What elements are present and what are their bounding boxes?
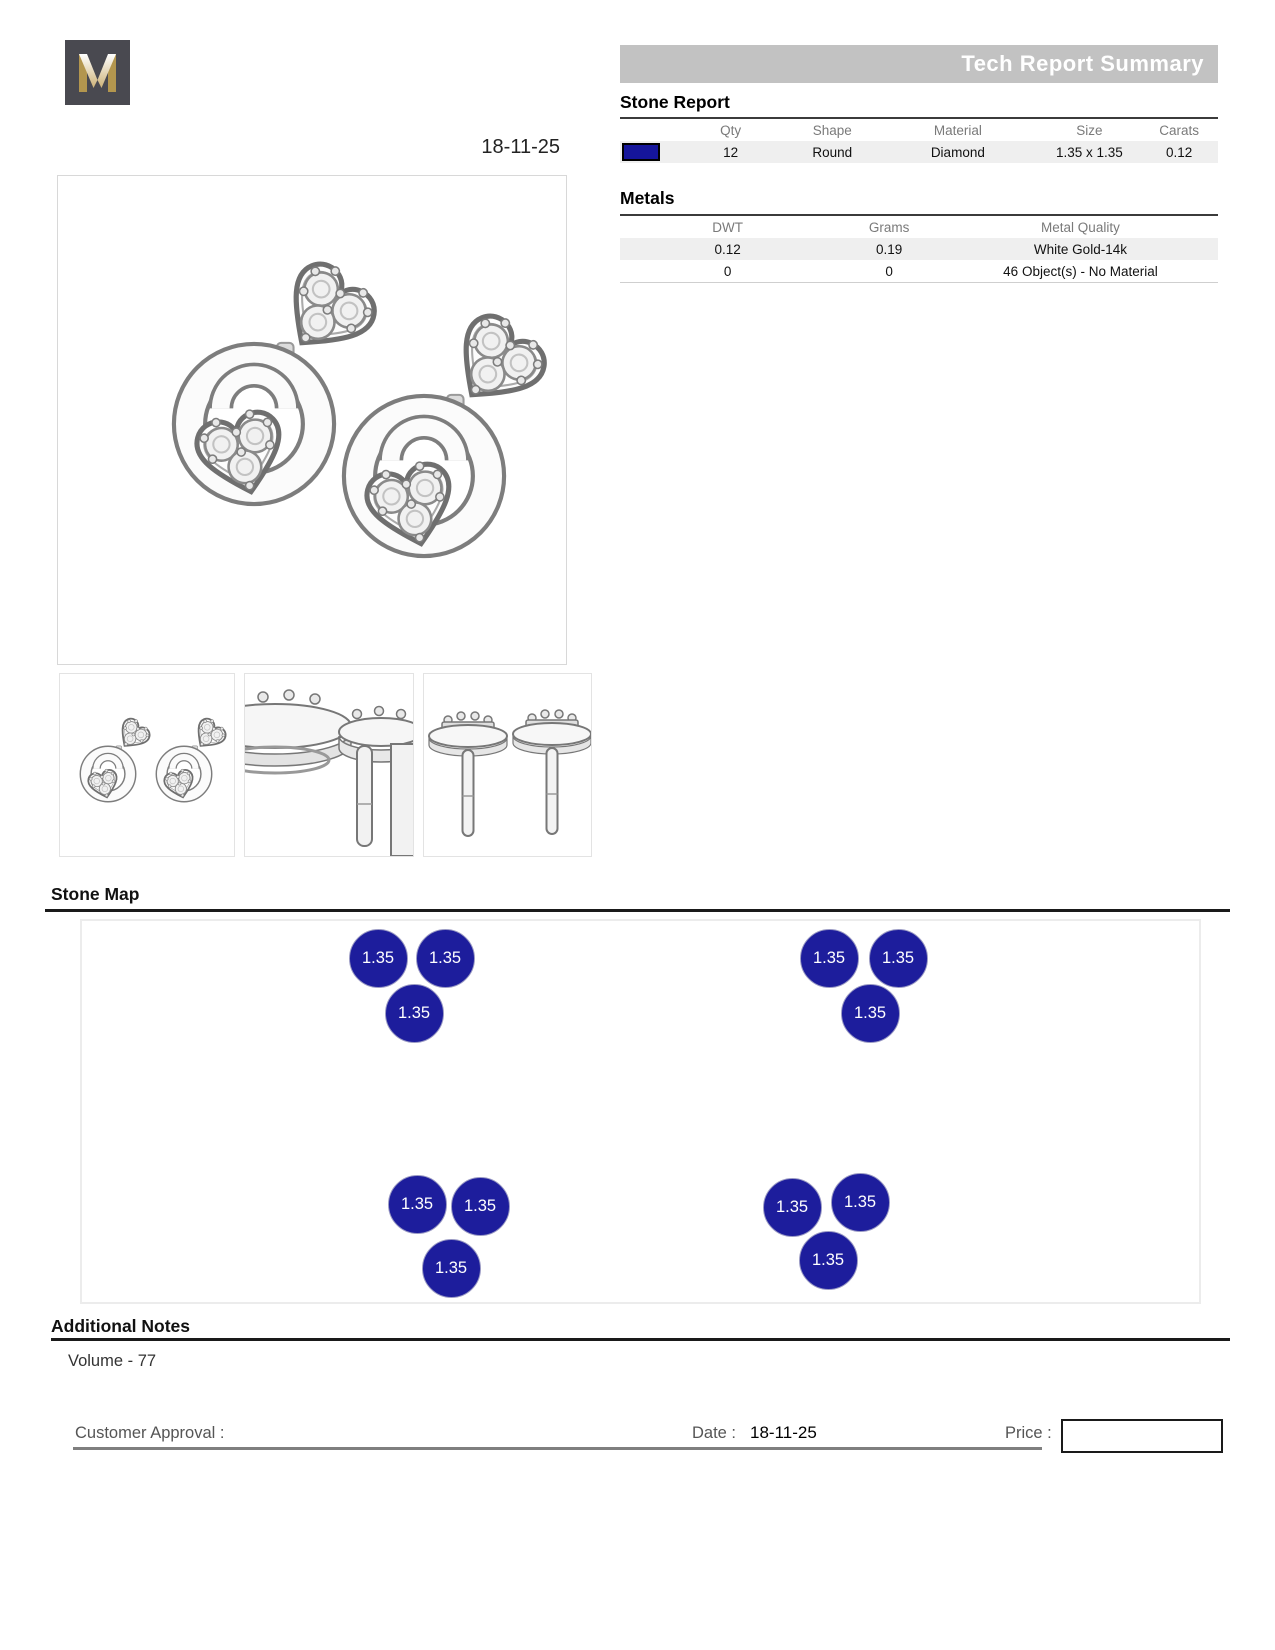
stone-circle: 1.35 xyxy=(831,1173,890,1232)
additional-notes-heading: Additional Notes xyxy=(51,1316,191,1336)
thumbnail-side-views xyxy=(423,673,592,857)
additional-notes-divider xyxy=(51,1338,1230,1341)
footer-date-value: 18-11-25 xyxy=(750,1423,817,1442)
earrings-render-icon xyxy=(58,176,566,664)
stone-color-cell xyxy=(620,141,674,163)
grams-value-2: 0 xyxy=(835,260,943,283)
metal-quality-value-2: 46 Object(s) - No Material xyxy=(943,260,1218,283)
stone-circle: 1.35 xyxy=(388,1175,447,1234)
stone-map-heading: Stone Map xyxy=(51,884,140,904)
stone-circle: 1.35 xyxy=(800,929,859,988)
dwt-value: 0.12 xyxy=(620,238,835,260)
m-logo-icon xyxy=(65,40,130,105)
stone-circle: 1.35 xyxy=(869,929,928,988)
signature-line xyxy=(73,1447,1042,1450)
customer-approval-label: Customer Approval : xyxy=(75,1424,225,1442)
carats-value: 0.12 xyxy=(1140,141,1218,163)
page-title: Tech Report Summary xyxy=(961,51,1204,76)
thumbnail-side-views-icon xyxy=(424,674,591,856)
col-dwt: DWT xyxy=(712,219,743,235)
main-render-image xyxy=(57,175,567,665)
stone-report-table xyxy=(620,117,1218,163)
col-shape: Shape xyxy=(812,122,852,138)
col-size: Size xyxy=(1076,122,1103,138)
grams-value: 0.19 xyxy=(835,238,943,260)
stone-circle: 1.35 xyxy=(763,1178,822,1237)
thumbnail-perspective-view xyxy=(244,673,414,857)
col-qty: Qty xyxy=(720,122,742,138)
report-header-bar xyxy=(620,45,1218,83)
stone-report-data-row xyxy=(620,141,1218,163)
price-input-box[interactable] xyxy=(1061,1419,1223,1453)
metals-table xyxy=(620,214,1218,283)
dwt-value-2: 0 xyxy=(620,260,835,283)
thumbnail-front-view-icon xyxy=(60,674,234,856)
footer-date-label: Date : xyxy=(692,1424,737,1442)
shape-value: Round xyxy=(787,141,877,163)
material-value: Diamond xyxy=(877,141,1038,163)
stone-circle: 1.35 xyxy=(349,929,408,988)
thumbnail-perspective-view-icon xyxy=(245,674,413,856)
size-value: 1.35 x 1.35 xyxy=(1039,141,1141,163)
design-date: 18-11-25 xyxy=(481,136,560,158)
stone-circle: 1.35 xyxy=(422,1239,481,1298)
stone-circle: 1.35 xyxy=(416,929,475,988)
footer-price-label: Price : xyxy=(1005,1424,1052,1442)
metals-header-row xyxy=(620,215,1218,238)
thumbnail-front-view xyxy=(59,673,235,857)
metals-heading: Metals xyxy=(620,188,675,208)
stone-circle: 1.35 xyxy=(841,984,900,1043)
volume-note: Volume - 77 xyxy=(68,1352,157,1370)
col-carats: Carats xyxy=(1159,122,1199,138)
stone-circle: 1.35 xyxy=(385,984,444,1043)
qty-value: 12 xyxy=(674,141,788,163)
metals-row-1 xyxy=(620,238,1218,260)
col-material: Material xyxy=(933,122,982,138)
stone-color-swatch xyxy=(622,143,660,161)
col-metal-quality: Metal Quality xyxy=(1041,219,1120,235)
stone-report-header-row xyxy=(620,118,1218,141)
col-grams: Grams xyxy=(868,219,910,235)
metal-quality-value: White Gold-14k xyxy=(943,238,1218,260)
stone-circle: 1.35 xyxy=(799,1231,858,1290)
brand-logo xyxy=(65,40,130,105)
stone-report-heading: Stone Report xyxy=(620,92,730,112)
metals-row-2 xyxy=(620,260,1218,283)
stone-map-canvas xyxy=(80,919,1201,1304)
stone-circle: 1.35 xyxy=(451,1177,510,1236)
stone-map-divider xyxy=(45,909,1230,912)
swatch-column-header xyxy=(620,118,674,141)
